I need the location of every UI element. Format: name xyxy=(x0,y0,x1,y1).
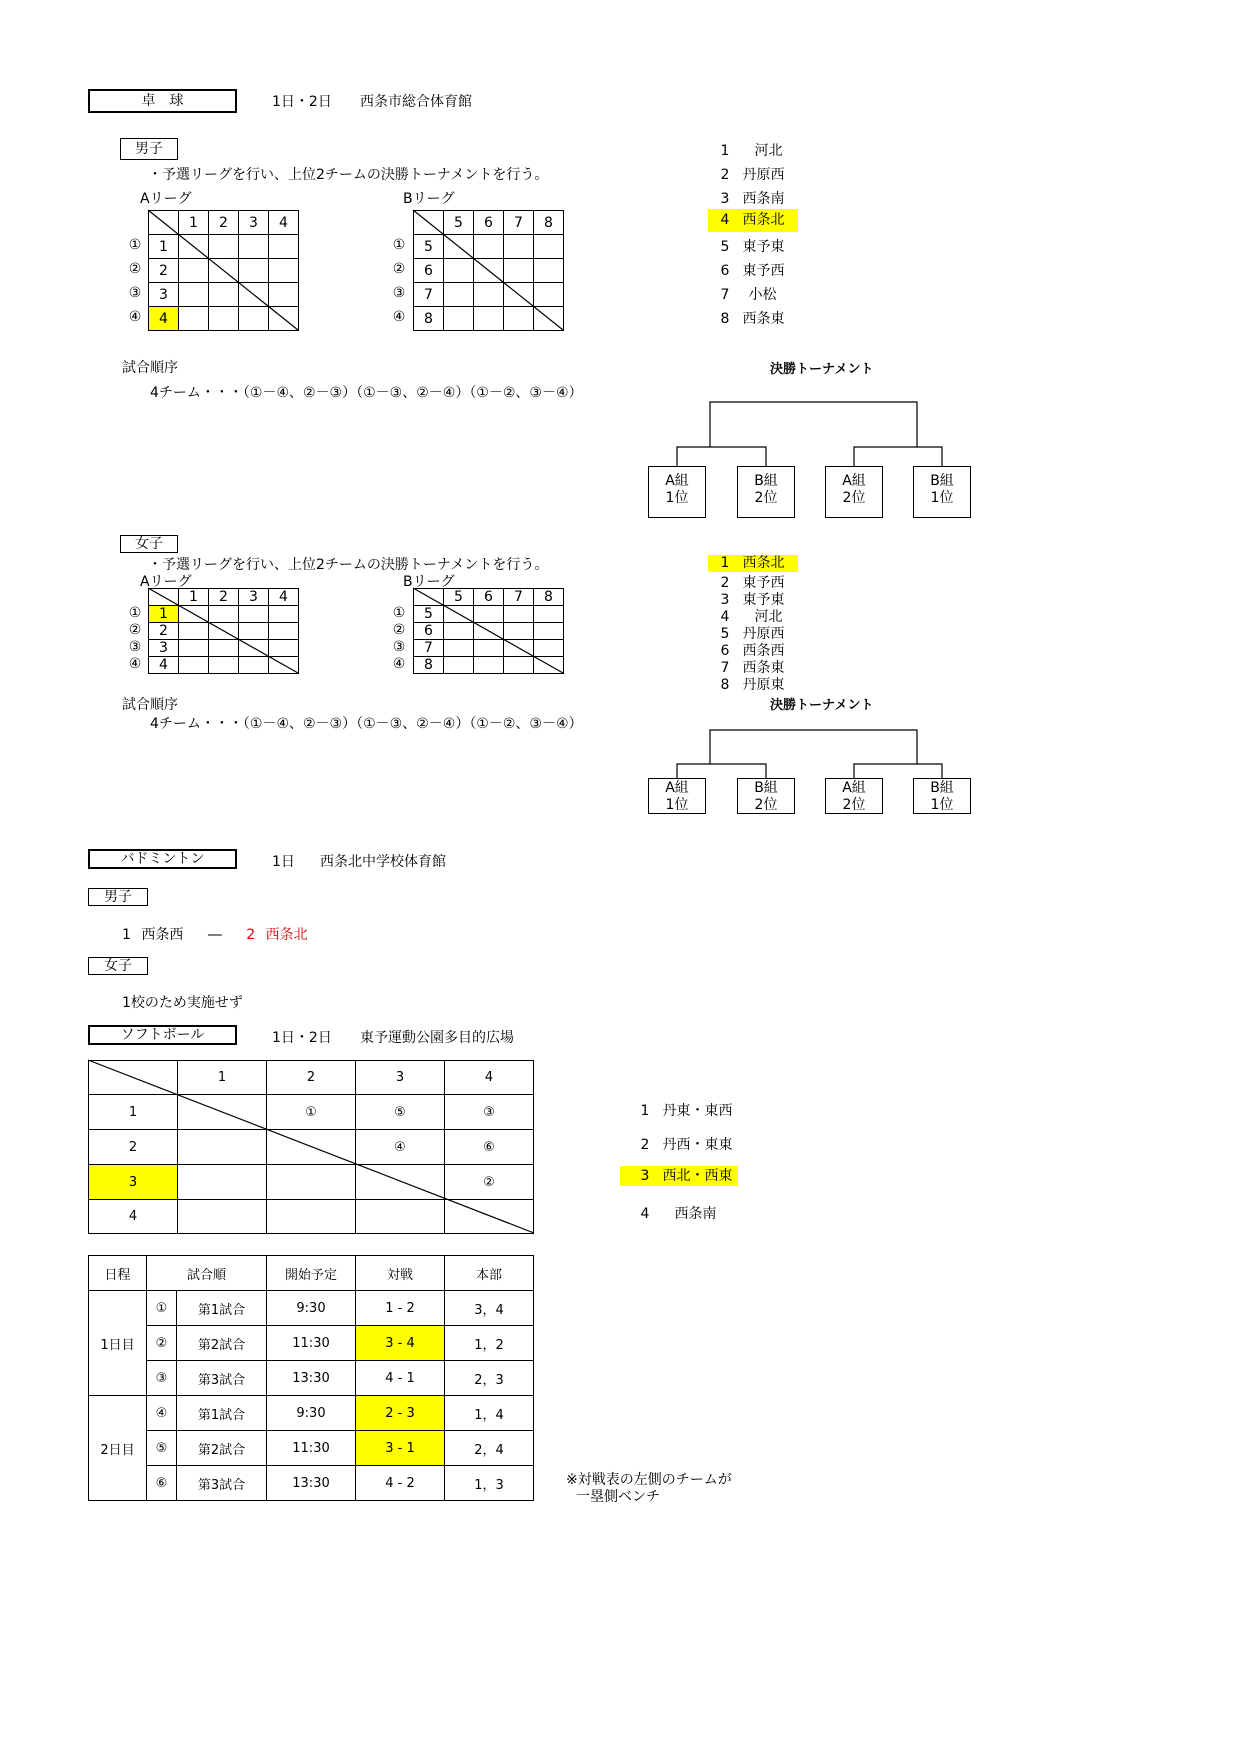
col-header: 4 xyxy=(445,1061,534,1095)
row-header: 4 xyxy=(149,657,179,674)
tt-boys-order-text: 4チーム・・・（①－④、②－③）（①－③、②－④）（①－②、③－④） xyxy=(150,385,583,401)
game-label: 第3試合 xyxy=(177,1466,267,1501)
col-header: 8 xyxy=(534,211,564,235)
team-entry: 2 丹原西 xyxy=(720,167,785,183)
row-mark: ④ xyxy=(392,309,406,325)
col-header: 3 xyxy=(239,589,269,606)
game-match: 4 - 2 xyxy=(356,1466,445,1501)
bracket-slot: B組 2位 xyxy=(737,466,795,518)
row-mark: ④ xyxy=(128,309,142,325)
match-dash: ― xyxy=(207,927,222,943)
tt-date: 1日・2日 xyxy=(272,94,332,110)
row-header: 1 xyxy=(149,606,179,623)
col-header: 7 xyxy=(504,211,534,235)
team-entry-highlighted: 4 西条北 xyxy=(708,209,798,232)
tt-boys-label: 男子 xyxy=(120,138,178,160)
row-mark: ① xyxy=(392,237,406,253)
row-header: 3 xyxy=(149,640,179,657)
bracket-slot: A組 2位 xyxy=(825,466,883,518)
league-cell: ① xyxy=(267,1095,356,1130)
row-header: 8 xyxy=(414,657,444,674)
bracket-slot: B組 1位 xyxy=(913,466,971,518)
tt-boys-order-label: 試合順序 xyxy=(122,360,178,376)
sched-header: 対戦 xyxy=(356,1256,445,1291)
team-entry: 1 河北 xyxy=(720,143,783,159)
row-mark: ② xyxy=(392,622,406,638)
bd-venue: 西条北中学校体育館 xyxy=(320,854,446,870)
row-header: 2 xyxy=(149,623,179,640)
row-mark: ① xyxy=(128,237,142,253)
game-mark: ⑤ xyxy=(147,1431,177,1466)
game-hq: 1，4 xyxy=(445,1396,534,1431)
col-header: 4 xyxy=(269,211,299,235)
row-mark: ④ xyxy=(392,656,406,672)
bd-date: 1日 xyxy=(272,854,295,870)
game-time: 13:30 xyxy=(267,1466,356,1501)
tt-girls-order-text: 4チーム・・・（①－④、②－③）（①－③、②－④）（①－②、③－④） xyxy=(150,716,583,732)
col-header: 8 xyxy=(534,589,564,606)
match-team-1-number: 1 xyxy=(122,927,131,943)
game-time: 9:30 xyxy=(267,1291,356,1326)
team-entry: 4 西条南 xyxy=(640,1206,717,1222)
row-header: 4 xyxy=(149,307,179,331)
row-mark: ③ xyxy=(128,639,142,655)
team-entry-highlighted: 3 西北・西東 xyxy=(620,1166,738,1186)
match-team-1: 西条西 xyxy=(141,927,184,943)
bd-title: バドミントン xyxy=(88,849,237,869)
tt-boys-a-league-label: Aリーグ xyxy=(140,191,192,207)
row-header: 5 xyxy=(414,606,444,623)
match-team-2: 西条北 xyxy=(265,927,308,943)
sb-note-line-1: ※対戦表の左側のチームが xyxy=(566,1472,732,1488)
sched-header: 試合順 xyxy=(147,1256,267,1291)
game-mark: ⑥ xyxy=(147,1466,177,1501)
row-header: 6 xyxy=(414,623,444,640)
league-cell: ③ xyxy=(445,1095,534,1130)
col-header: 4 xyxy=(269,589,299,606)
game-time: 13:30 xyxy=(267,1361,356,1396)
team-entry-highlighted: 1 西条北 xyxy=(708,555,798,572)
col-header: 6 xyxy=(474,211,504,235)
row-header: 5 xyxy=(414,235,444,259)
game-time: 9:30 xyxy=(267,1396,356,1431)
col-header: 2 xyxy=(209,211,239,235)
col-header: 5 xyxy=(444,589,474,606)
row-mark: ③ xyxy=(392,639,406,655)
game-label: 第2試合 xyxy=(177,1431,267,1466)
game-time: 11:30 xyxy=(267,1431,356,1466)
bd-girls-label: 女子 xyxy=(88,957,148,975)
row-header: 3 xyxy=(89,1165,178,1200)
team-entry: 7 西条東 xyxy=(720,660,785,676)
col-header: 2 xyxy=(209,589,239,606)
team-entry: 2 丹西・東東 xyxy=(640,1137,733,1153)
team-entry: 1 丹東・東西 xyxy=(640,1103,733,1119)
game-label: 第1試合 xyxy=(177,1291,267,1326)
col-header: 7 xyxy=(504,589,534,606)
game-hq: 1，2 xyxy=(445,1326,534,1361)
game-mark: ① xyxy=(147,1291,177,1326)
tt-girls-order-label: 試合順序 xyxy=(122,697,178,713)
game-label: 第3試合 xyxy=(177,1361,267,1396)
row-mark: ② xyxy=(392,261,406,277)
col-header: 1 xyxy=(179,589,209,606)
col-header: 3 xyxy=(356,1061,445,1095)
row-mark: ② xyxy=(128,261,142,277)
tt-girls-tournament-label: 決勝トーナメント xyxy=(770,698,874,713)
girls-bracket-lines xyxy=(677,730,942,778)
bd-girls-note: 1校のため実施せず xyxy=(122,995,243,1011)
bracket-slot: A組 1位 xyxy=(648,778,706,814)
tt-title: 卓 球 xyxy=(88,89,237,113)
game-hq: 2，4 xyxy=(445,1431,534,1466)
league-cell: ⑤ xyxy=(356,1095,445,1130)
team-entry: 4 河北 xyxy=(720,609,783,625)
tt-girls-note: ・予選リーグを行い、上位2チームの決勝トーナメントを行う。 xyxy=(148,557,549,573)
bracket-slot: B組 2位 xyxy=(737,778,795,814)
row-mark: ② xyxy=(128,622,142,638)
team-entry: 8 西条東 xyxy=(720,311,785,327)
day-label: 2日目 xyxy=(89,1396,147,1501)
bracket-slot: B組 1位 xyxy=(913,778,971,814)
game-match: 1 - 2 xyxy=(356,1291,445,1326)
row-header: 2 xyxy=(149,259,179,283)
game-hq: 3，4 xyxy=(445,1291,534,1326)
diagonal-line xyxy=(148,588,298,673)
game-label: 第1試合 xyxy=(177,1396,267,1431)
team-entry: 8 丹原東 xyxy=(720,677,785,693)
day-label: 1日目 xyxy=(89,1291,147,1396)
row-mark: ④ xyxy=(128,656,142,672)
league-cell: ⑥ xyxy=(445,1130,534,1165)
row-header: 2 xyxy=(89,1130,178,1165)
game-mark: ④ xyxy=(147,1396,177,1431)
game-match: 4 - 1 xyxy=(356,1361,445,1396)
boys-bracket-lines xyxy=(677,402,942,466)
sb-note-line-2: 一塁側ベンチ xyxy=(576,1489,660,1505)
game-hq: 2，3 xyxy=(445,1361,534,1396)
game-label: 第2試合 xyxy=(177,1326,267,1361)
game-mark: ② xyxy=(147,1326,177,1361)
game-match: 2 - 3 xyxy=(356,1396,445,1431)
col-header: 2 xyxy=(267,1061,356,1095)
game-match: 3 - 1 xyxy=(356,1431,445,1466)
team-entry: 3 東予東 xyxy=(720,592,785,608)
team-entry: 2 東予西 xyxy=(720,575,785,591)
bd-boys-label: 男子 xyxy=(88,888,148,906)
diagonal-line xyxy=(148,210,298,330)
game-hq: 1，3 xyxy=(445,1466,534,1501)
sched-header: 開始予定 xyxy=(267,1256,356,1291)
game-time: 11:30 xyxy=(267,1326,356,1361)
game-mark: ③ xyxy=(147,1361,177,1396)
sb-title: ソフトボール xyxy=(88,1025,237,1045)
match-team-2-number: 2 xyxy=(246,927,256,943)
team-entry: 5 丹原西 xyxy=(720,626,785,642)
sb-date: 1日・2日 xyxy=(272,1030,332,1046)
row-header: 4 xyxy=(89,1200,178,1234)
row-header: 7 xyxy=(414,283,444,307)
row-mark: ③ xyxy=(128,285,142,301)
tt-boys-note: ・予選リーグを行い、上位2チームの決勝トーナメントを行う。 xyxy=(148,167,549,183)
row-mark: ① xyxy=(392,605,406,621)
tt-boys-tournament-label: 決勝トーナメント xyxy=(770,362,874,377)
row-header: 6 xyxy=(414,259,444,283)
bracket-slot: A組 2位 xyxy=(825,778,883,814)
league-cell: ④ xyxy=(356,1130,445,1165)
tt-girls-b-league-label: Bリーグ xyxy=(403,574,455,590)
row-header: 7 xyxy=(414,640,444,657)
sched-header: 本部 xyxy=(445,1256,534,1291)
team-entry: 6 東予西 xyxy=(720,263,785,279)
team-entry: 7 小松 xyxy=(720,287,777,303)
tt-boys-b-league-label: Bリーグ xyxy=(403,191,455,207)
sb-venue: 東予運動公園多目的広場 xyxy=(360,1030,514,1046)
tt-girls-label: 女子 xyxy=(120,535,178,553)
team-entry: 6 西条西 xyxy=(720,643,785,659)
row-header: 8 xyxy=(414,307,444,331)
row-header: 1 xyxy=(89,1095,178,1130)
diagonal-line xyxy=(413,588,563,673)
bracket-slot: A組 1位 xyxy=(648,466,706,518)
tt-venue: 西条市総合体育館 xyxy=(360,94,472,110)
col-header: 5 xyxy=(444,211,474,235)
col-header: 1 xyxy=(179,211,209,235)
col-header: 6 xyxy=(474,589,504,606)
row-header: 3 xyxy=(149,283,179,307)
diagonal-line xyxy=(413,210,563,330)
tt-girls-a-league-label: Aリーグ xyxy=(140,574,192,590)
game-match: 3 - 4 xyxy=(356,1326,445,1361)
team-entry: 3 西条南 xyxy=(720,191,785,207)
diagonal-line xyxy=(88,1060,534,1233)
row-mark: ① xyxy=(128,605,142,621)
col-header: 1 xyxy=(178,1061,267,1095)
team-entry: 5 東予東 xyxy=(720,239,785,255)
sched-header: 日程 xyxy=(89,1256,147,1291)
row-mark: ③ xyxy=(392,285,406,301)
league-cell: ② xyxy=(445,1165,534,1200)
row-header: 1 xyxy=(149,235,179,259)
col-header: 3 xyxy=(239,211,269,235)
